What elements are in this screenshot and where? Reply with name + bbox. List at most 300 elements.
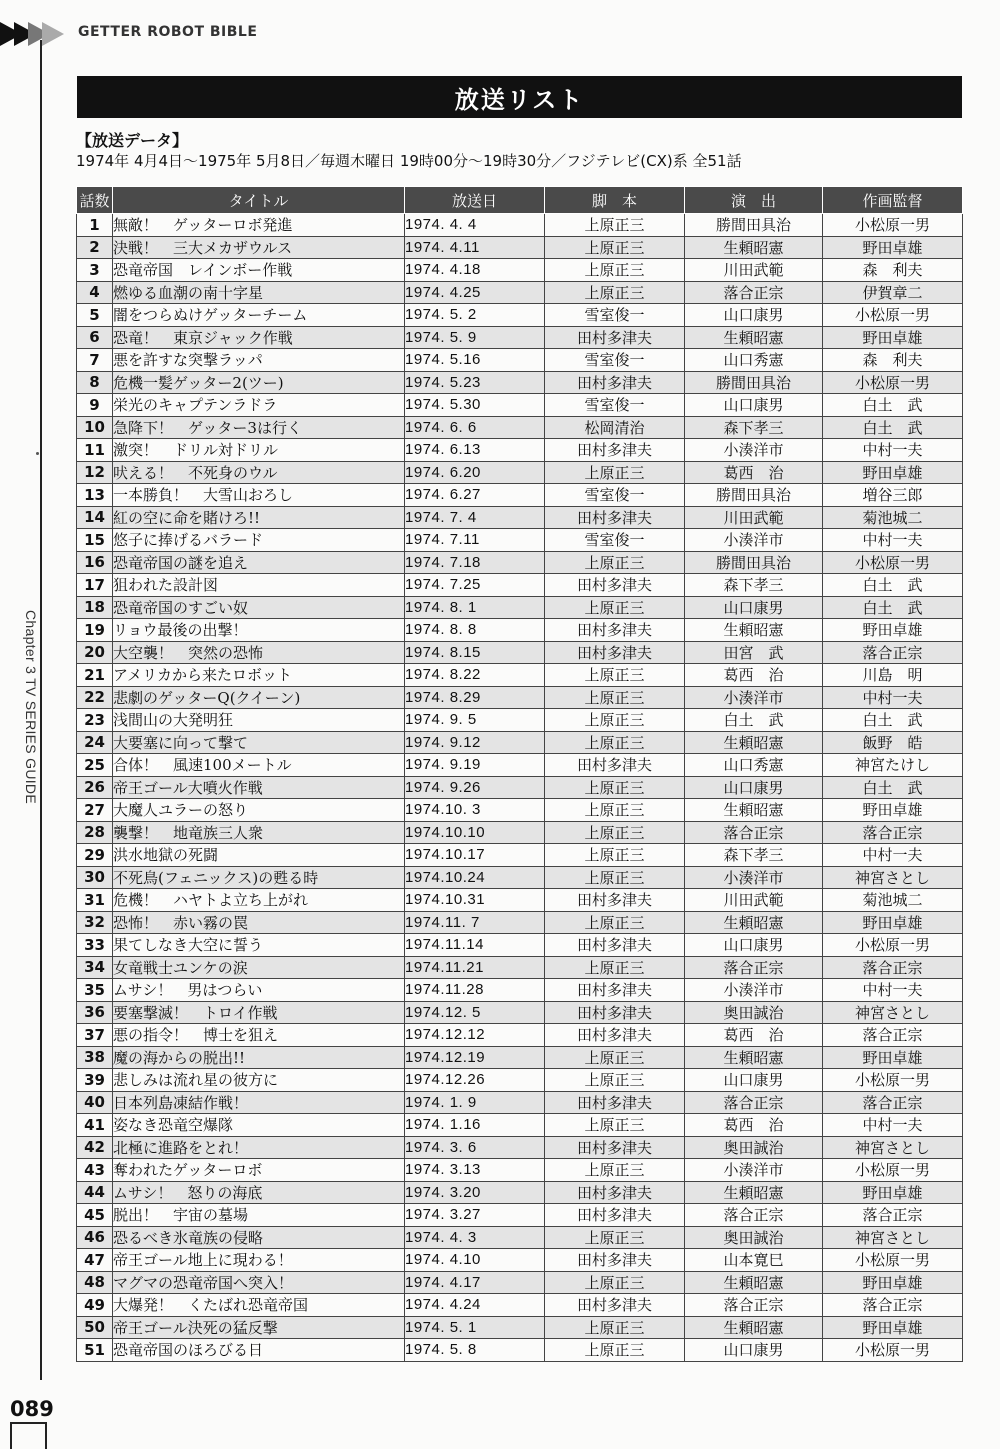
director: 葛西 治 — [685, 1114, 823, 1137]
table-row — [77, 686, 963, 709]
animation-director: 森 利夫 — [823, 349, 963, 372]
air-date: 1974.11.14 — [405, 934, 545, 957]
episode-number: 14 — [77, 506, 113, 529]
air-date: 1974. 3.20 — [405, 1181, 545, 1204]
director: 山本寛巳 — [685, 1249, 823, 1272]
table-row — [77, 1204, 963, 1227]
writer: 田村多津夫 — [545, 641, 685, 664]
air-date: 1974. 8.15 — [405, 641, 545, 664]
writer: 雪室俊一 — [545, 529, 685, 552]
air-date: 1974.11. 7 — [405, 911, 545, 934]
table-row — [77, 1249, 963, 1272]
animation-director: 落合正宗 — [823, 1091, 963, 1114]
animation-director: 小松原一男 — [823, 551, 963, 574]
broadcast-data-line: 1974年 4月4日～1975年 5月8日／毎週木曜日 19時00分～19時30分／フジテレビ(CX)系 全51話 — [76, 152, 742, 170]
table-row — [77, 596, 963, 619]
episode-title: 合体！ 風速100メートル — [113, 754, 405, 777]
air-date: 1974. 8. 1 — [405, 596, 545, 619]
episode-number: 43 — [77, 1159, 113, 1182]
episode-number: 12 — [77, 461, 113, 484]
writer: 上原正三 — [545, 596, 685, 619]
chapter-side-label: Chapter 3 TV SERIES GUIDE — [23, 610, 39, 804]
table-row — [77, 529, 963, 552]
episode-number: 24 — [77, 731, 113, 754]
writer: 上原正三 — [545, 236, 685, 259]
air-date: 1974.12. 5 — [405, 1001, 545, 1024]
episode-number: 50 — [77, 1316, 113, 1339]
animation-director: 落合正宗 — [823, 956, 963, 979]
episode-number: 27 — [77, 799, 113, 822]
table-row — [77, 281, 963, 304]
animation-director: 白土 武 — [823, 416, 963, 439]
episode-number: 2 — [77, 236, 113, 259]
air-date: 1974.12.26 — [405, 1069, 545, 1092]
director: 落合正宗 — [685, 1204, 823, 1227]
director: 白土 武 — [685, 709, 823, 732]
writer: 田村多津夫 — [545, 754, 685, 777]
episode-number: 34 — [77, 956, 113, 979]
episode-number: 44 — [77, 1181, 113, 1204]
writer: 上原正三 — [545, 1159, 685, 1182]
writer: 松岡清治 — [545, 416, 685, 439]
animation-director: 中村一夫 — [823, 686, 963, 709]
table-row — [77, 461, 963, 484]
table-row — [77, 641, 963, 664]
header-animation-director: 作画監督 — [823, 187, 963, 214]
writer: 田村多津夫 — [545, 1181, 685, 1204]
episode-number: 9 — [77, 394, 113, 417]
episode-title: アメリカから来たロボット — [113, 664, 405, 687]
director: 生頼昭憲 — [685, 236, 823, 259]
animation-director: 白土 武 — [823, 776, 963, 799]
director: 川田武範 — [685, 889, 823, 912]
episode-number: 8 — [77, 371, 113, 394]
animation-director: 野田卓雄 — [823, 799, 963, 822]
episode-title: 恐竜帝国のほろびる日 — [113, 1339, 405, 1362]
table-row — [77, 776, 963, 799]
episode-number: 30 — [77, 866, 113, 889]
writer: 上原正三 — [545, 1226, 685, 1249]
header-chevron-bar — [0, 22, 70, 46]
episode-title: 北極に進路をとれ！ — [113, 1136, 405, 1159]
animation-director: 野田卓雄 — [823, 1316, 963, 1339]
animation-director: 野田卓雄 — [823, 619, 963, 642]
animation-director: 落合正宗 — [823, 1294, 963, 1317]
writer: 雪室俊一 — [545, 394, 685, 417]
table-row — [77, 1001, 963, 1024]
table-row — [77, 821, 963, 844]
writer: 田村多津夫 — [545, 574, 685, 597]
episode-title: 無敵！ ゲッターロボ発進 — [113, 214, 405, 237]
episode-title: 悲劇のゲッターQ(クイーン) — [113, 686, 405, 709]
episode-title: 大要塞に向って撃て — [113, 731, 405, 754]
animation-director: 小松原一男 — [823, 371, 963, 394]
writer: 雪室俊一 — [545, 484, 685, 507]
episode-number: 42 — [77, 1136, 113, 1159]
air-date: 1974. 6.20 — [405, 461, 545, 484]
table-row — [77, 326, 963, 349]
episode-title: 恐竜帝国の謎を追え — [113, 551, 405, 574]
writer: 田村多津夫 — [545, 371, 685, 394]
animation-director: 飯野 皓 — [823, 731, 963, 754]
writer: 上原正三 — [545, 866, 685, 889]
air-date: 1974. 7.11 — [405, 529, 545, 552]
writer: 上原正三 — [545, 821, 685, 844]
episode-number: 36 — [77, 1001, 113, 1024]
header-episode: 話数 — [77, 187, 113, 214]
episode-number: 4 — [77, 281, 113, 304]
director: 生頼昭憲 — [685, 799, 823, 822]
episode-number: 51 — [77, 1339, 113, 1362]
director: 小湊洋市 — [685, 866, 823, 889]
air-date: 1974. 4. 3 — [405, 1226, 545, 1249]
header-airdate: 放送日 — [405, 187, 545, 214]
episode-title: 要塞撃滅！ トロイ作戦 — [113, 1001, 405, 1024]
table-row — [77, 1046, 963, 1069]
director: 山口康男 — [685, 304, 823, 327]
broadcast-data-heading: 【放送データ】 — [76, 131, 189, 150]
episode-title: 悠子に捧げるバラード — [113, 529, 405, 552]
writer: 田村多津夫 — [545, 1204, 685, 1227]
animation-director: 小松原一男 — [823, 1159, 963, 1182]
episode-number: 17 — [77, 574, 113, 597]
episode-number: 33 — [77, 934, 113, 957]
air-date: 1974. 8. 8 — [405, 619, 545, 642]
episode-title: 大爆発！ くたばれ恐竜帝国 — [113, 1294, 405, 1317]
animation-director: 小松原一男 — [823, 1339, 963, 1362]
episode-number: 35 — [77, 979, 113, 1002]
episode-number: 38 — [77, 1046, 113, 1069]
table-row — [77, 551, 963, 574]
table-row — [77, 1091, 963, 1114]
director: 葛西 治 — [685, 461, 823, 484]
writer: 上原正三 — [545, 259, 685, 282]
episode-number: 31 — [77, 889, 113, 912]
director: 小湊洋市 — [685, 529, 823, 552]
air-date: 1974. 4.25 — [405, 281, 545, 304]
episode-title: 闇をつらぬけゲッターチーム — [113, 304, 405, 327]
animation-director: 増谷三郎 — [823, 484, 963, 507]
writer: 上原正三 — [545, 1114, 685, 1137]
table-row — [77, 574, 963, 597]
director: 勝間田具治 — [685, 551, 823, 574]
writer: 上原正三 — [545, 1069, 685, 1092]
director: 山口康男 — [685, 1339, 823, 1362]
table-row — [77, 1136, 963, 1159]
section-title: 放送リスト — [77, 76, 962, 118]
director: 森下孝三 — [685, 574, 823, 597]
table-row — [77, 619, 963, 642]
director: 小湊洋市 — [685, 439, 823, 462]
page-number: 089 — [10, 1397, 54, 1421]
episode-title: 果てしなき大空に誓う — [113, 934, 405, 957]
episode-title: 魔の海からの脱出!! — [113, 1046, 405, 1069]
episode-title: 帝王ゴール大噴火作戦 — [113, 776, 405, 799]
air-date: 1974. 1. 9 — [405, 1091, 545, 1114]
air-date: 1974. 4. 4 — [405, 214, 545, 237]
writer: 上原正三 — [545, 956, 685, 979]
episode-title: 悲しみは流れ星の彼方に — [113, 1069, 405, 1092]
header-writer: 脚 本 — [545, 187, 685, 214]
director: 生頼昭憲 — [685, 731, 823, 754]
writer: 田村多津夫 — [545, 979, 685, 1002]
table-row — [77, 934, 963, 957]
episode-number: 25 — [77, 754, 113, 777]
table-row — [77, 304, 963, 327]
table-row — [77, 506, 963, 529]
table-row — [77, 484, 963, 507]
director: 生頼昭憲 — [685, 326, 823, 349]
writer: 上原正三 — [545, 1339, 685, 1362]
table-row — [77, 236, 963, 259]
table-row — [77, 439, 963, 462]
writer: 上原正三 — [545, 551, 685, 574]
episode-title: 脱出！ 宇宙の墓場 — [113, 1204, 405, 1227]
air-date: 1974.10.17 — [405, 844, 545, 867]
air-date: 1974. 6.13 — [405, 439, 545, 462]
director: 奥田誠治 — [685, 1136, 823, 1159]
episode-title: 恐怖！ 赤い霧の罠 — [113, 911, 405, 934]
table-row — [77, 664, 963, 687]
director: 小湊洋市 — [685, 979, 823, 1002]
air-date: 1974. 3. 6 — [405, 1136, 545, 1159]
animation-director: 野田卓雄 — [823, 1271, 963, 1294]
table-row — [77, 349, 963, 372]
writer: 上原正三 — [545, 686, 685, 709]
episode-number: 19 — [77, 619, 113, 642]
writer: 田村多津夫 — [545, 506, 685, 529]
writer: 上原正三 — [545, 214, 685, 237]
writer: 上原正三 — [545, 461, 685, 484]
episode-number: 37 — [77, 1024, 113, 1047]
air-date: 1974. 5. 8 — [405, 1339, 545, 1362]
episode-title: 不死鳥(フェニックス)の甦る時 — [113, 866, 405, 889]
animation-director: 伊賀章二 — [823, 281, 963, 304]
table-row — [77, 911, 963, 934]
air-date: 1974. 5. 9 — [405, 326, 545, 349]
broadcast-list-table — [76, 186, 963, 1362]
writer: 田村多津夫 — [545, 1294, 685, 1317]
episode-title: 大魔人ユラーの怒り — [113, 799, 405, 822]
air-date: 1974. 8.22 — [405, 664, 545, 687]
director: 山口康男 — [685, 1069, 823, 1092]
writer: 上原正三 — [545, 911, 685, 934]
air-date: 1974.12.19 — [405, 1046, 545, 1069]
animation-director: 神宮さとし — [823, 1001, 963, 1024]
director: 落合正宗 — [685, 1091, 823, 1114]
episode-number: 3 — [77, 259, 113, 282]
table-row — [77, 799, 963, 822]
director: 山口秀憲 — [685, 349, 823, 372]
air-date: 1974. 5.23 — [405, 371, 545, 394]
animation-director: 小松原一男 — [823, 934, 963, 957]
episode-number: 32 — [77, 911, 113, 934]
episode-title: ムサシ！ 怒りの海底 — [113, 1181, 405, 1204]
air-date: 1974. 4.11 — [405, 236, 545, 259]
air-date: 1974. 3.27 — [405, 1204, 545, 1227]
air-date: 1974. 5. 2 — [405, 304, 545, 327]
animation-director: 神宮たけし — [823, 754, 963, 777]
director: 葛西 治 — [685, 664, 823, 687]
air-date: 1974. 3.13 — [405, 1159, 545, 1182]
animation-director: 白土 武 — [823, 596, 963, 619]
air-date: 1974. 7.25 — [405, 574, 545, 597]
writer: 上原正三 — [545, 776, 685, 799]
air-date: 1974.10.10 — [405, 821, 545, 844]
table-row — [77, 709, 963, 732]
air-date: 1974.12.12 — [405, 1024, 545, 1047]
episode-title: 紅の空に命を賭けろ!! — [113, 506, 405, 529]
animation-director: 小松原一男 — [823, 304, 963, 327]
air-date: 1974. 6.27 — [405, 484, 545, 507]
table-row — [77, 1294, 963, 1317]
writer: 田村多津夫 — [545, 1249, 685, 1272]
animation-director: 中村一夫 — [823, 1114, 963, 1137]
table-row — [77, 956, 963, 979]
episode-title: 激突！ ドリル対ドリル — [113, 439, 405, 462]
episode-title: 一本勝負！ 大雪山おろし — [113, 484, 405, 507]
writer: 田村多津夫 — [545, 326, 685, 349]
episode-title: 帝王ゴール地上に現わる！ — [113, 1249, 405, 1272]
director: 川田武範 — [685, 506, 823, 529]
episode-number: 46 — [77, 1226, 113, 1249]
table-row — [77, 1024, 963, 1047]
table-row — [77, 889, 963, 912]
episode-title: ムサシ！ 男はつらい — [113, 979, 405, 1002]
air-date: 1974. 9.19 — [405, 754, 545, 777]
table-row — [77, 1069, 963, 1092]
animation-director: 落合正宗 — [823, 821, 963, 844]
table-row — [77, 214, 963, 237]
episode-number: 16 — [77, 551, 113, 574]
animation-director: 中村一夫 — [823, 844, 963, 867]
writer: 雪室俊一 — [545, 304, 685, 327]
animation-director: 菊池城二 — [823, 889, 963, 912]
air-date: 1974. 4.17 — [405, 1271, 545, 1294]
director: 森下孝三 — [685, 416, 823, 439]
episode-number: 48 — [77, 1271, 113, 1294]
director: 落合正宗 — [685, 281, 823, 304]
episode-number: 40 — [77, 1091, 113, 1114]
writer: 上原正三 — [545, 799, 685, 822]
table-row — [77, 866, 963, 889]
air-date: 1974.10. 3 — [405, 799, 545, 822]
director: 奥田誠治 — [685, 1001, 823, 1024]
episode-number: 11 — [77, 439, 113, 462]
table-header-row — [77, 187, 963, 214]
writer: 田村多津夫 — [545, 1001, 685, 1024]
animation-director: 野田卓雄 — [823, 461, 963, 484]
director: 山口康男 — [685, 934, 823, 957]
writer: 上原正三 — [545, 1316, 685, 1339]
episode-number: 39 — [77, 1069, 113, 1092]
air-date: 1974. 4.18 — [405, 259, 545, 282]
table-row — [77, 1316, 963, 1339]
animation-director: 白土 武 — [823, 574, 963, 597]
episode-title: 日本列島凍結作戦！ — [113, 1091, 405, 1114]
air-date: 1974.11.21 — [405, 956, 545, 979]
writer: 田村多津夫 — [545, 439, 685, 462]
episode-title: 狙われた設計図 — [113, 574, 405, 597]
episode-title: 襲撃！ 地竜族三人衆 — [113, 821, 405, 844]
air-date: 1974. 7.18 — [405, 551, 545, 574]
table-row — [77, 1159, 963, 1182]
air-date: 1974. 7. 4 — [405, 506, 545, 529]
episode-title: 姿なき恐竜空爆隊 — [113, 1114, 405, 1137]
writer: 田村多津夫 — [545, 1091, 685, 1114]
animation-director: 森 利夫 — [823, 259, 963, 282]
episode-title: 帝王ゴール決死の猛反撃 — [113, 1316, 405, 1339]
animation-director: 落合正宗 — [823, 1204, 963, 1227]
animation-director: 神宮さとし — [823, 866, 963, 889]
animation-director: 落合正宗 — [823, 1024, 963, 1047]
episode-title: 急降下！ ゲッター3は行く — [113, 416, 405, 439]
episode-title: 恐竜！ 東京ジャック作戦 — [113, 326, 405, 349]
director: 生頼昭憲 — [685, 1046, 823, 1069]
episode-title: 悪の指令！ 博士を狙え — [113, 1024, 405, 1047]
table-row — [77, 1271, 963, 1294]
episode-title: 恐竜帝国 レインボー作戦 — [113, 259, 405, 282]
writer: 田村多津夫 — [545, 1136, 685, 1159]
writer: 田村多津夫 — [545, 1024, 685, 1047]
director: 生頼昭憲 — [685, 911, 823, 934]
director: 落合正宗 — [685, 821, 823, 844]
director: 森下孝三 — [685, 844, 823, 867]
table-row — [77, 1181, 963, 1204]
air-date: 1974. 9.12 — [405, 731, 545, 754]
director: 落合正宗 — [685, 1294, 823, 1317]
animation-director: 野田卓雄 — [823, 236, 963, 259]
episode-number: 15 — [77, 529, 113, 552]
air-date: 1974. 8.29 — [405, 686, 545, 709]
air-date: 1974. 4.10 — [405, 1249, 545, 1272]
animation-director: 小松原一男 — [823, 1069, 963, 1092]
air-date: 1974. 6. 6 — [405, 416, 545, 439]
director: 田宮 武 — [685, 641, 823, 664]
episode-title: 女竜戦士ユンケの涙 — [113, 956, 405, 979]
writer: 上原正三 — [545, 844, 685, 867]
air-date: 1974.11.28 — [405, 979, 545, 1002]
episode-number: 5 — [77, 304, 113, 327]
writer: 上原正三 — [545, 1046, 685, 1069]
book-title: GETTER ROBOT BIBLE — [78, 24, 258, 40]
episode-title: 大空襲！ 突然の恐怖 — [113, 641, 405, 664]
director: 生頼昭憲 — [685, 1181, 823, 1204]
episode-number: 47 — [77, 1249, 113, 1272]
episode-number: 22 — [77, 686, 113, 709]
writer: 田村多津夫 — [545, 889, 685, 912]
table-row — [77, 1114, 963, 1137]
animation-director: 中村一夫 — [823, 979, 963, 1002]
margin-dot — [36, 452, 39, 455]
director: 葛西 治 — [685, 1024, 823, 1047]
animation-director: 野田卓雄 — [823, 1181, 963, 1204]
episode-title: 危機一髪ゲッター2(ツー) — [113, 371, 405, 394]
director: 小湊洋市 — [685, 686, 823, 709]
episode-title: マグマの恐竜帝国へ突入！ — [113, 1271, 405, 1294]
table-row — [77, 394, 963, 417]
animation-director: 中村一夫 — [823, 529, 963, 552]
animation-director: 川島 明 — [823, 664, 963, 687]
episode-number: 1 — [77, 214, 113, 237]
director: 生頼昭憲 — [685, 1316, 823, 1339]
header-title: タイトル — [113, 187, 405, 214]
table-row — [77, 1339, 963, 1362]
director: 勝間田具治 — [685, 371, 823, 394]
animation-director: 野田卓雄 — [823, 911, 963, 934]
writer: 上原正三 — [545, 1271, 685, 1294]
animation-director: 神宮さとし — [823, 1136, 963, 1159]
